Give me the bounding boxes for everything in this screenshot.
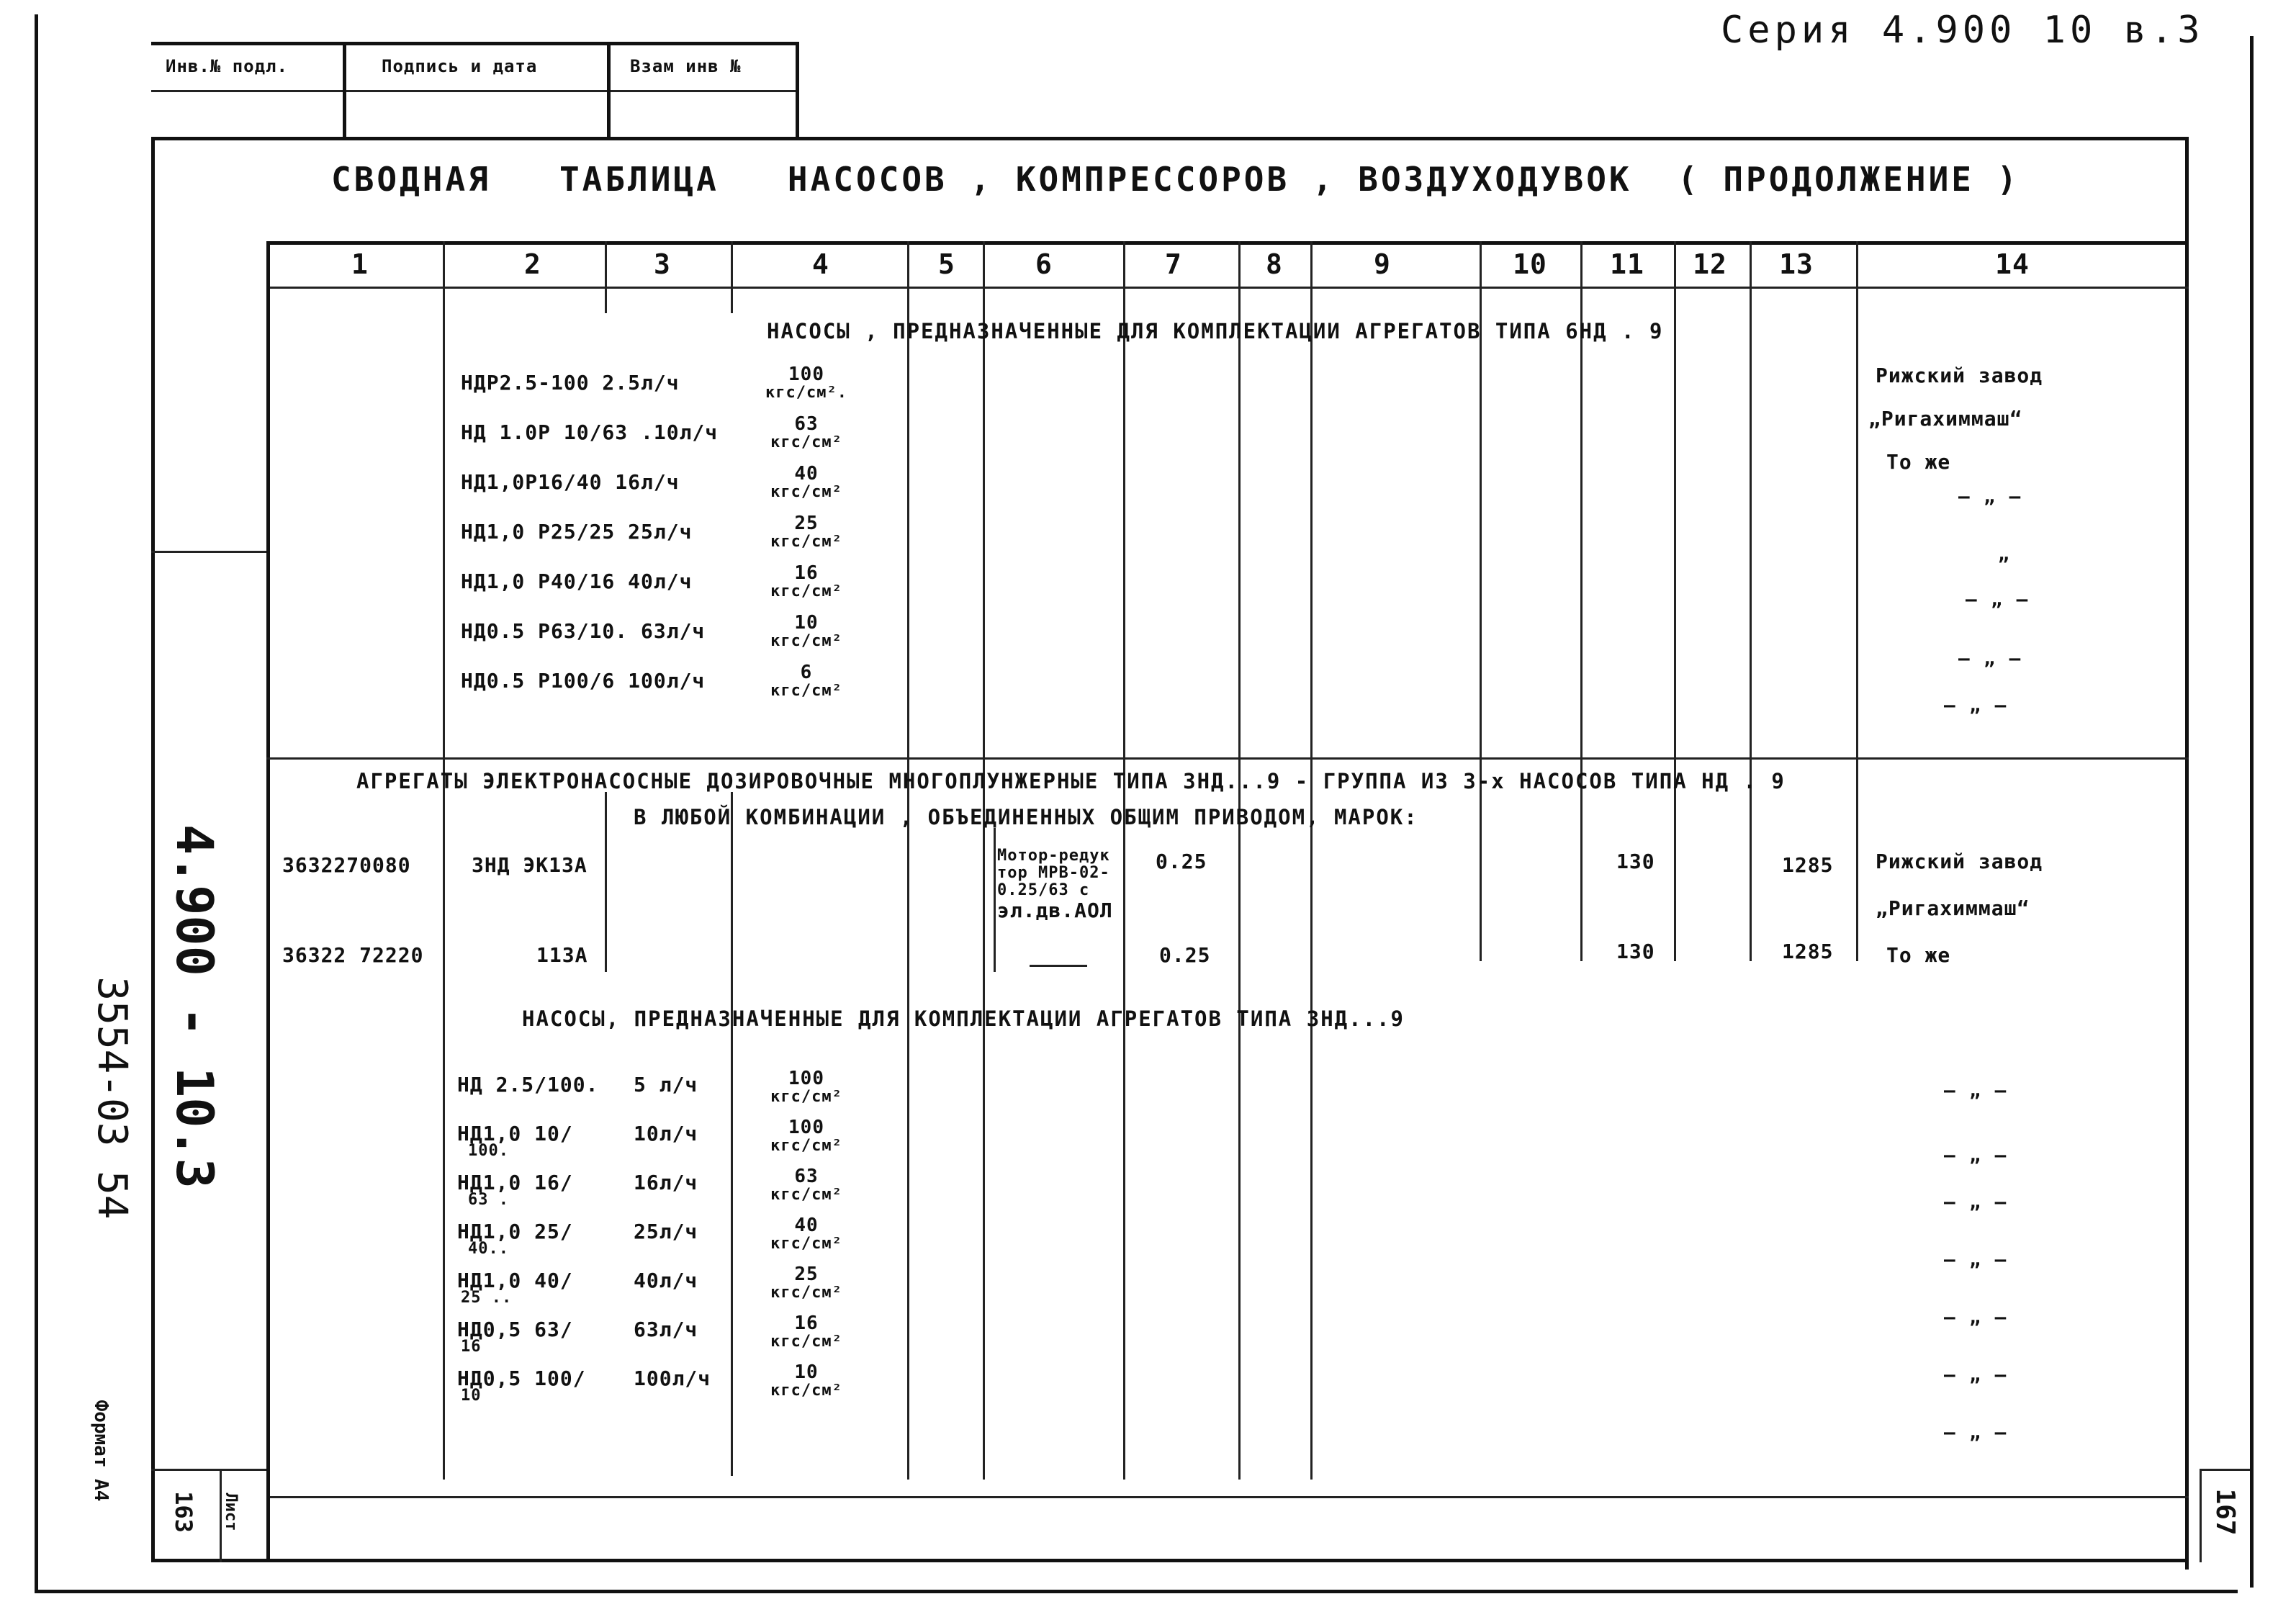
s3-model: НД0,5 100/: [457, 1366, 586, 1390]
stamp-mid: [151, 90, 799, 92]
s3-sub: 40..: [468, 1240, 509, 1258]
s1-maker: — „ —: [1958, 648, 2022, 670]
outer-right-border: [2250, 36, 2254, 1588]
s3-model: НД1,0 40/: [457, 1269, 573, 1292]
s2-maker: Рижский завод: [1876, 850, 2043, 873]
stamp-div2: [607, 42, 611, 139]
s1-pressure: 100: [788, 364, 824, 385]
s1-model: НД1,0 Р40/16 40л/ч: [461, 569, 693, 593]
stamp-top: [151, 42, 799, 45]
s3-flow: 25л/ч: [634, 1220, 698, 1243]
s3-sub: 25 ..: [461, 1289, 513, 1307]
bottom-strip-line: [266, 1496, 2189, 1498]
s1-model: НД 1.0Р 10/63 .10л/ч: [461, 420, 719, 444]
section-divider: [266, 757, 2189, 760]
col-line-8: [1238, 241, 1241, 1480]
s2-code: 3632270080: [282, 853, 411, 877]
s1-model: НД1,0 Р25/25 25л/ч: [461, 520, 693, 544]
stamp-label-sign: Подпись и дата: [382, 56, 538, 76]
stamp-label-inv: Инв.№ подл.: [166, 56, 288, 76]
s1-unit: кгс/см²: [770, 682, 842, 700]
s2-code: 36322 72220: [282, 943, 424, 967]
s3-model: НД1,0 25/: [457, 1220, 573, 1243]
s1-maker: „Ригахиммаш“: [1868, 407, 2023, 431]
s2-name: 113А: [536, 943, 588, 967]
doc-code-vertical: 4.900 - 10.3: [165, 824, 224, 1189]
s3-unit: кгс/см²: [770, 1137, 842, 1155]
outer-bottom-border: [35, 1590, 2238, 1593]
s3-flow: 16л/ч: [634, 1171, 698, 1194]
col-num-4: 4: [812, 248, 829, 280]
frame-bottom-line: [151, 1559, 2189, 1562]
s2-maker: „Ригахиммаш“: [1876, 896, 2030, 920]
s3-model: НД1,0 10/: [457, 1122, 573, 1145]
col-line-4: [731, 241, 733, 313]
s3-dash: — „ —: [1944, 1307, 2008, 1328]
s1-maker: „: [1998, 544, 2011, 565]
col-line-9: [1310, 241, 1313, 1480]
s1-maker: — „ —: [1958, 486, 2022, 508]
s3-pressure: 16: [794, 1312, 819, 1334]
s2-power: 0.25: [1156, 850, 1207, 873]
s2-col13: 1285: [1782, 853, 1834, 877]
col-line-3b: [605, 792, 607, 972]
s1-pressure: 40: [794, 463, 819, 485]
section3-heading: НАСОСЫ, ПРЕДНАЗНАЧЕННЫЕ ДЛЯ КОМПЛЕКТАЦИИ АГРЕГАТОВ ТИПА ЗНД...9: [522, 1007, 1405, 1031]
col-num-11: 11: [1610, 248, 1644, 280]
s1-model: НДР2.5-100 2.5л/ч: [461, 371, 680, 395]
col-line-2b: [994, 828, 996, 972]
sheet-label-vertical: Лист: [222, 1492, 240, 1531]
section2-heading-1: АГРЕГАТЫ ЭЛЕКТРОНАСОСНЫЕ ДОЗИРОВОЧНЫЕ МНОГОПЛУНЖЕРНЫЕ ТИПА ЗНД...9 - ГРУППА ИЗ 3-х НАСОСОВ ТИПА НД . 9: [356, 769, 1786, 793]
table-left: [266, 241, 270, 1559]
s2-name: ЗНД ЭК13А: [472, 853, 587, 877]
section2-heading-2: В ЛЮБОЙ КОМБИНАЦИИ , ОБЪЕДИНЕННЫХ ОБЩИМ ПРИВОДОМ, МАРОК:: [634, 805, 1418, 829]
s3-dash: — „ —: [1944, 1192, 2008, 1213]
col-line-6: [983, 241, 985, 1480]
s1-unit: кгс/см²: [770, 632, 842, 650]
s3-pressure: 40: [794, 1215, 819, 1236]
s3-pressure: 100: [788, 1117, 824, 1138]
s3-dash: — „ —: [1944, 1080, 2008, 1102]
col-line-12: [1674, 241, 1676, 961]
s3-unit: кгс/см²: [770, 1284, 842, 1302]
col-line-5: [907, 241, 909, 1480]
col-num-9: 9: [1374, 248, 1391, 280]
s3-model: НД0,5 63/: [457, 1318, 573, 1341]
s1-unit: кгс/см²: [770, 533, 842, 551]
s3-model: НД1,0 16/: [457, 1171, 573, 1194]
s1-maker: — „ —: [1966, 589, 2030, 611]
s1-maker: То же: [1886, 450, 1951, 474]
s1-pressure: 63: [794, 413, 819, 435]
section1-heading: НАСОСЫ , ПРЕДНАЗНАЧЕННЫЕ ДЛЯ КОМПЛЕКТАЦИИ АГРЕГАТОВ ТИПА 6НД . 9: [767, 319, 1664, 343]
s2-col13: 1285: [1782, 940, 1834, 963]
col-line-3: [605, 241, 607, 313]
header-bottom: [266, 287, 2189, 289]
s1-model: НД0.5 Р63/10. 63л/ч: [461, 619, 706, 643]
col-num-1: 1: [351, 248, 369, 280]
sheet-number-left: 163: [170, 1491, 197, 1533]
s1-unit: кгс/см²: [770, 433, 842, 451]
page-number-right: 167: [2210, 1488, 2240, 1536]
s3-pressure: 100: [788, 1068, 824, 1089]
table-top: [266, 241, 2189, 245]
s3-pressure: 63: [794, 1166, 819, 1187]
s1-unit: кгс/см².: [765, 384, 847, 402]
s3-pressure: 25: [794, 1264, 819, 1285]
s3-pressure: 10: [794, 1361, 819, 1383]
s3-dash: — „ —: [1944, 1364, 2008, 1386]
col-num-6: 6: [1035, 248, 1053, 280]
s2-col11: 130: [1616, 850, 1655, 873]
col-line-13: [1750, 241, 1752, 961]
s3-flow: 100л/ч: [634, 1366, 711, 1390]
s2-drive: Мотор-редук: [997, 847, 1110, 865]
s3-flow: 10л/ч: [634, 1122, 698, 1145]
col-line-4b: [731, 792, 733, 1476]
s2-maker-3: То же: [1886, 943, 1951, 967]
frame-left-line: [151, 137, 155, 1562]
s3-unit: кгс/см²: [770, 1333, 842, 1351]
col-num-8: 8: [1266, 248, 1283, 280]
col-num-5: 5: [938, 248, 955, 280]
col-num-14: 14: [1995, 248, 2030, 280]
table-title: СВОДНАЯ ТАБЛИЦА НАСОСОВ , КОМПРЕССОРОВ , ВОЗДУХОДУВОК ( ПРОДОЛЖЕНИЕ ): [331, 160, 2020, 199]
col-num-2: 2: [524, 248, 541, 280]
frame-right-line: [2185, 137, 2189, 1570]
s1-model: НД1,0Р16/40 16л/ч: [461, 470, 680, 494]
side-divider-1: [151, 551, 266, 553]
s1-unit: кгс/см²: [770, 483, 842, 501]
format-label-vertical: Формат А4: [90, 1400, 112, 1502]
s3-unit: кгс/см²: [770, 1088, 842, 1106]
s3-unit: кгс/см²: [770, 1382, 842, 1400]
s2-drive: тор МРВ-02-: [997, 864, 1110, 882]
s1-pressure: 16: [794, 562, 819, 584]
s3-sub: 10: [461, 1387, 482, 1405]
s2-power: 0.25: [1159, 943, 1211, 967]
s1-maker: Рижский завод: [1876, 364, 2043, 387]
s3-sub: 63 .: [468, 1191, 509, 1209]
s1-model: НД0.5 Р100/6 100л/ч: [461, 669, 706, 693]
stamp-label-replace: Взам инв №: [630, 56, 742, 76]
s2-drive-bracket: [1123, 871, 1125, 986]
col-num-12: 12: [1693, 248, 1727, 280]
side-divider-2: [151, 1469, 266, 1471]
s3-flow: 63л/ч: [634, 1318, 698, 1341]
s1-maker-extra: — „ —: [1944, 695, 2008, 716]
s3-dash: — „ —: [1944, 1249, 2008, 1271]
s3-unit: кгс/см²: [770, 1235, 842, 1253]
col-line-2: [443, 241, 445, 1480]
stamp-div1: [343, 42, 346, 139]
stamp-right: [796, 42, 799, 139]
s3-model: НД 2.5/100.: [457, 1073, 599, 1097]
col-num-10: 10: [1513, 248, 1547, 280]
frame-top-line: [151, 137, 2189, 140]
s2-drive: эл.дв.АОЛ: [997, 899, 1113, 922]
series-label: Серия 4.900 10 в.3: [1721, 9, 2205, 52]
s3-dash: — „ —: [1944, 1422, 2008, 1444]
s2-drive-dash: [1030, 965, 1087, 967]
s3-dash: — „ —: [1944, 1145, 2008, 1166]
s2-col11: 130: [1616, 940, 1655, 963]
s1-pressure: 25: [794, 513, 819, 534]
s1-pressure: 6: [800, 662, 813, 683]
page-box-left: [2200, 1469, 2202, 1562]
outer-left-border: [35, 14, 38, 1591]
s2-drive: 0.25/63 с: [997, 881, 1090, 899]
col-line-14: [1856, 241, 1858, 961]
archive-number-vertical: 3554-03 54: [89, 976, 135, 1220]
s1-unit: кгс/см²: [770, 582, 842, 600]
col-num-13: 13: [1779, 248, 1814, 280]
s3-sub: 16: [461, 1338, 482, 1356]
page-box-top: [2200, 1469, 2250, 1471]
col-line-10: [1480, 241, 1482, 961]
s3-flow: 5 л/ч: [634, 1073, 698, 1097]
s3-flow: 40л/ч: [634, 1269, 698, 1292]
s3-sub: 100.: [468, 1142, 509, 1160]
col-line-7: [1123, 241, 1125, 1480]
col-num-7: 7: [1165, 248, 1182, 280]
s3-unit: кгс/см²: [770, 1186, 842, 1204]
s1-pressure: 10: [794, 612, 819, 634]
col-num-3: 3: [654, 248, 671, 280]
col-line-11: [1580, 241, 1583, 961]
